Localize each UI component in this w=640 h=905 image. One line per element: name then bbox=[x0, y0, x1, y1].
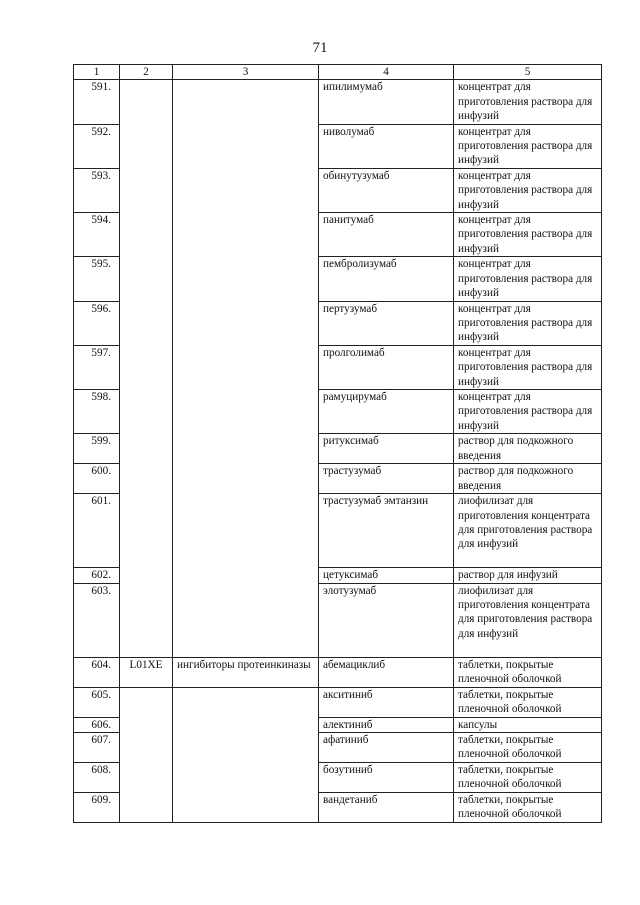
drug-name-cell bbox=[319, 494, 454, 568]
row-number-text: 598. bbox=[91, 390, 111, 403]
dosage-form-cell bbox=[454, 792, 602, 822]
dosage-form-text: капсулы bbox=[458, 718, 498, 731]
drug-name-cell bbox=[319, 80, 454, 124]
row-number-cell bbox=[74, 464, 120, 494]
row-number-cell bbox=[74, 583, 120, 657]
dosage-form-cell bbox=[454, 657, 602, 687]
dosage-form-text: раствор для подкожного введения bbox=[458, 435, 574, 462]
drug-name-cell bbox=[319, 687, 454, 717]
group-cell bbox=[173, 464, 319, 494]
group-cell bbox=[173, 124, 319, 168]
dosage-form-text: таблетки, покрытые пленочной оболочкой bbox=[458, 658, 562, 685]
table-row bbox=[74, 657, 602, 687]
dosage-form-text: раствор для инфузий bbox=[458, 569, 558, 582]
drug-name-text: трастузумаб bbox=[323, 465, 382, 478]
atc-code-cell bbox=[120, 732, 173, 762]
column-header: 1 bbox=[74, 65, 120, 80]
dosage-form-text: лиофилизат для приготовления концентрата для приготовления раствора для инфузий bbox=[458, 584, 593, 640]
dosage-form-cell bbox=[454, 568, 602, 583]
drug-name-text: панитумаб bbox=[323, 214, 374, 227]
dosage-form-text: концентрат для приготовления раствора для инфузий bbox=[458, 258, 593, 300]
table-row bbox=[74, 464, 602, 494]
dosage-form-cell bbox=[454, 389, 602, 433]
row-number-text: 606. bbox=[91, 718, 111, 731]
dosage-form-cell bbox=[454, 494, 602, 568]
drug-name-cell bbox=[319, 717, 454, 732]
drug-name-text: акситиниб bbox=[323, 688, 373, 701]
atc-code-cell bbox=[120, 168, 173, 212]
table-row bbox=[74, 213, 602, 257]
table-row bbox=[74, 687, 602, 717]
group-cell bbox=[173, 583, 319, 657]
table-row bbox=[74, 80, 602, 124]
row-number-text: 600. bbox=[91, 465, 111, 478]
row-number-cell bbox=[74, 80, 120, 124]
row-number-cell bbox=[74, 168, 120, 212]
table-row bbox=[74, 568, 602, 583]
atc-code-cell bbox=[120, 124, 173, 168]
drug-name-text: трастузумаб эмтанзин bbox=[323, 495, 429, 508]
drug-name-text: пембролизумаб bbox=[323, 258, 397, 271]
group-cell bbox=[173, 732, 319, 762]
drug-name-cell bbox=[319, 257, 454, 301]
drug-name-text: алектиниб bbox=[323, 718, 373, 731]
row-number-cell bbox=[74, 213, 120, 257]
dosage-form-cell bbox=[454, 257, 602, 301]
row-number-cell bbox=[74, 434, 120, 464]
row-number-cell bbox=[74, 717, 120, 732]
row-number-text: 601. bbox=[91, 495, 111, 508]
atc-code-cell bbox=[120, 792, 173, 822]
drug-name-cell bbox=[319, 434, 454, 464]
drug-name-cell bbox=[319, 464, 454, 494]
dosage-form-text: концентрат для приготовления раствора для инфузий bbox=[458, 81, 593, 123]
drug-name-text: вандетаниб bbox=[323, 793, 378, 806]
atc-code-cell bbox=[120, 389, 173, 433]
atc-code-cell bbox=[120, 434, 173, 464]
row-number-text: 596. bbox=[91, 302, 111, 315]
dosage-form-text: концентрат для приготовления раствора для инфузий bbox=[458, 302, 593, 344]
drug-name-cell bbox=[319, 568, 454, 583]
atc-code-cell bbox=[120, 80, 173, 124]
group-cell bbox=[173, 494, 319, 568]
row-number-cell bbox=[74, 124, 120, 168]
dosage-form-text: таблетки, покрытые пленочной оболочкой bbox=[458, 688, 562, 715]
group-cell bbox=[173, 568, 319, 583]
row-number-cell bbox=[74, 792, 120, 822]
row-number-cell bbox=[74, 687, 120, 717]
drug-name-cell bbox=[319, 389, 454, 433]
drug-name-cell bbox=[319, 762, 454, 792]
dosage-form-cell bbox=[454, 464, 602, 494]
row-number-text: 593. bbox=[91, 169, 111, 182]
dosage-form-cell bbox=[454, 687, 602, 717]
row-number-text: 597. bbox=[91, 346, 111, 359]
group-cell bbox=[173, 80, 319, 124]
atc-code-cell bbox=[120, 494, 173, 568]
dosage-form-text: концентрат для приготовления раствора для инфузий bbox=[458, 214, 593, 255]
drug-name-cell bbox=[319, 301, 454, 345]
dosage-form-text: лиофилизат для приготовления концентрата для приготовления раствора для инфузий bbox=[458, 495, 593, 551]
atc-code-cell bbox=[120, 345, 173, 389]
column-header: 5 bbox=[454, 65, 602, 80]
row-number-text: 604. bbox=[91, 658, 111, 671]
atc-code-cell bbox=[120, 568, 173, 583]
column-header: 4 bbox=[319, 65, 454, 80]
drug-name-cell bbox=[319, 124, 454, 168]
table-row bbox=[74, 168, 602, 212]
dosage-form-text: таблетки, покрытые пленочной оболочкой bbox=[458, 793, 562, 821]
row-number-text: 595. bbox=[91, 258, 111, 271]
dosage-form-cell bbox=[454, 732, 602, 762]
dosage-form-cell bbox=[454, 124, 602, 168]
row-number-text: 605. bbox=[91, 688, 111, 701]
row-number-cell bbox=[74, 301, 120, 345]
row-number-text: 603. bbox=[91, 584, 111, 597]
drug-name-text: пролголимаб bbox=[323, 346, 385, 359]
group-cell bbox=[173, 792, 319, 822]
dosage-form-text: концентрат для приготовления раствора для инфузий bbox=[458, 169, 593, 211]
drug-name-cell bbox=[319, 168, 454, 212]
group-cell bbox=[173, 301, 319, 345]
row-number-text: 608. bbox=[91, 763, 111, 776]
drug-name-cell bbox=[319, 345, 454, 389]
drug-name-text: ипилимумаб bbox=[323, 81, 383, 94]
table-header-row bbox=[74, 65, 602, 80]
dosage-form-cell bbox=[454, 213, 602, 257]
drug-name-text: ритуксимаб bbox=[323, 435, 379, 448]
drug-name-text: бозутиниб bbox=[323, 763, 373, 776]
drug-name-text: обинутузумаб bbox=[323, 169, 390, 182]
atc-code-cell bbox=[120, 301, 173, 345]
group-cell bbox=[173, 345, 319, 389]
dosage-form-text: концентрат для приготовления раствора для инфузий bbox=[458, 346, 593, 388]
dosage-form-cell bbox=[454, 717, 602, 732]
drug-name-text: ниволумаб bbox=[323, 125, 375, 138]
dosage-form-cell bbox=[454, 301, 602, 345]
row-number-cell bbox=[74, 732, 120, 762]
row-number-cell bbox=[74, 389, 120, 433]
table-row bbox=[74, 434, 602, 464]
group-text: ингибиторы протеинкиназы bbox=[177, 658, 311, 671]
dosage-form-cell bbox=[454, 345, 602, 389]
row-number-text: 599. bbox=[91, 435, 111, 448]
atc-code-cell bbox=[120, 213, 173, 257]
group-cell bbox=[173, 213, 319, 257]
row-number-cell bbox=[74, 345, 120, 389]
group-cell bbox=[173, 717, 319, 732]
dosage-form-cell bbox=[454, 434, 602, 464]
dosage-form-text: таблетки, покрытые пленочной оболочкой bbox=[458, 733, 562, 761]
atc-code-text: L01XE bbox=[129, 658, 163, 671]
table-row bbox=[74, 257, 602, 301]
group-cell bbox=[173, 762, 319, 792]
drug-name-text: афатиниб bbox=[323, 733, 369, 746]
atc-code-cell bbox=[120, 257, 173, 301]
column-header: 3 bbox=[173, 65, 319, 80]
row-number-text: 592. bbox=[91, 125, 111, 138]
group-cell bbox=[173, 687, 319, 717]
dosage-form-text: таблетки, покрытые пленочной оболочкой bbox=[458, 763, 562, 791]
atc-code-cell bbox=[120, 464, 173, 494]
row-number-cell bbox=[74, 257, 120, 301]
drug-name-cell bbox=[319, 657, 454, 687]
drug-table bbox=[73, 64, 602, 823]
table-row bbox=[74, 717, 602, 732]
row-number-cell bbox=[74, 657, 120, 687]
table-row bbox=[74, 732, 602, 762]
page-number: 71 bbox=[312, 40, 328, 56]
table-row bbox=[74, 494, 602, 568]
column-header: 2 bbox=[120, 65, 173, 80]
table-row bbox=[74, 792, 602, 822]
dosage-form-cell bbox=[454, 583, 602, 657]
row-number-cell bbox=[74, 762, 120, 792]
atc-code-cell bbox=[120, 687, 173, 717]
drug-name-text: цетуксимаб bbox=[323, 569, 379, 582]
drug-name-text: рамуцирумаб bbox=[323, 390, 387, 403]
row-number-text: 602. bbox=[91, 569, 111, 582]
drug-name-cell bbox=[319, 792, 454, 822]
table-row bbox=[74, 124, 602, 168]
atc-code-cell bbox=[120, 717, 173, 732]
drug-name-text: элотузумаб bbox=[323, 584, 377, 597]
row-number-text: 591. bbox=[91, 81, 111, 94]
dosage-form-cell bbox=[454, 168, 602, 212]
group-cell bbox=[173, 168, 319, 212]
table-row bbox=[74, 389, 602, 433]
dosage-form-cell bbox=[454, 762, 602, 792]
table-row bbox=[74, 301, 602, 345]
drug-name-cell bbox=[319, 732, 454, 762]
group-cell bbox=[173, 657, 319, 687]
drug-name-cell bbox=[319, 583, 454, 657]
table-row bbox=[74, 345, 602, 389]
table-row bbox=[74, 583, 602, 657]
dosage-form-text: раствор для подкожного введения bbox=[458, 465, 574, 492]
dosage-form-cell bbox=[454, 80, 602, 124]
atc-code-cell bbox=[120, 657, 173, 687]
drug-name-cell bbox=[319, 213, 454, 257]
row-number-text: 607. bbox=[91, 733, 111, 746]
table-row bbox=[74, 762, 602, 792]
drug-name-text: абемациклиб bbox=[323, 658, 386, 671]
drug-name-text: пертузумаб bbox=[323, 302, 378, 315]
group-cell bbox=[173, 434, 319, 464]
dosage-form-text: концентрат для приготовления раствора для инфузий bbox=[458, 390, 593, 432]
group-cell bbox=[173, 389, 319, 433]
atc-code-cell bbox=[120, 583, 173, 657]
row-number-cell bbox=[74, 568, 120, 583]
atc-code-cell bbox=[120, 762, 173, 792]
group-cell bbox=[173, 257, 319, 301]
row-number-cell bbox=[74, 494, 120, 568]
row-number-text: 594. bbox=[91, 214, 111, 227]
dosage-form-text: концентрат для приготовления раствора для инфузий bbox=[458, 125, 593, 167]
row-number-text: 609. bbox=[91, 793, 111, 806]
